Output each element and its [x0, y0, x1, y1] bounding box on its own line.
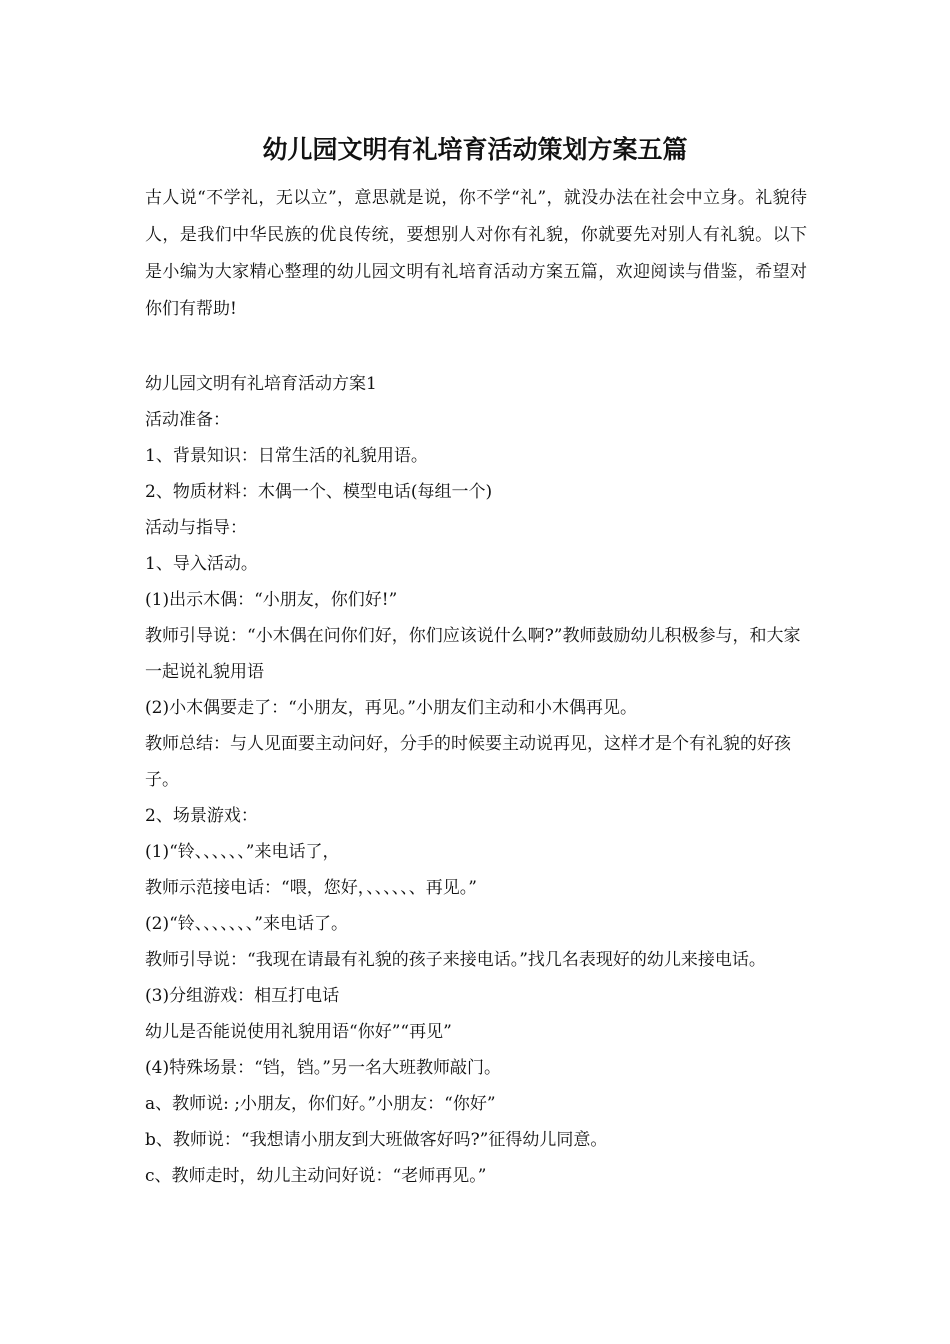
body-line: (4)特殊场景：“铛，铛。”另一名大班教师敲门。 [145, 1058, 501, 1078]
body-line: 幼儿是否能说使用礼貌用语“你好”“再见” [145, 1022, 452, 1042]
intro-paragraph: 古人说“不学礼，无以立”，意思就是说，你不学“礼”，就没办法在社会中立身。礼貌待人，是我们中华民族的优良传统，要想别人对你有礼貌，你就要先对别人有礼貌。以下是小编为大家精心整理的幼儿园文明有礼培育活动方案五篇，欢迎阅读与借鉴，希望对你们有帮助! [145, 188, 807, 319]
document-title: 幼儿园文明有礼培育活动策划方案五篇 [262, 135, 688, 164]
body-line: 教师总结：与人见面要主动问好，分手的时候要主动说再见，这样才是个有礼貌的好孩子。 [145, 734, 791, 790]
body-line: 教师引导说：“小木偶在问你们好，你们应该说什么啊?”教师鼓励幼儿积极参与，和大家一起说礼貌用语 [145, 626, 801, 682]
body-line: 1、导入活动。 [145, 554, 258, 574]
body-line: a、教师说: ;小朋友，你们好。”小朋友：“你好” [145, 1094, 496, 1114]
body-line: 1、背景知识：日常生活的礼貌用语。 [145, 446, 428, 466]
body-line: b、教师说：“我想请小朋友到大班做客好吗?”征得幼儿同意。 [145, 1130, 608, 1150]
body-line: (2)小木偶要走了：“小朋友，再见。”小朋友们主动和小木偶再见。 [145, 698, 637, 718]
body-line: (2)“铃、、、、、、、”来电话了。 [145, 914, 348, 934]
section-heading: 幼儿园文明有礼培育活动方案1 [145, 374, 377, 394]
body-line: (1)出示木偶：“小朋友，你们好!” [145, 590, 398, 610]
body-line: 2、场景游戏： [145, 806, 258, 826]
document-body [145, 366, 810, 1194]
body-line: 教师引导说：“我现在请最有礼貌的孩子来接电话。”找几名表现好的幼儿来接电话。 [145, 950, 766, 970]
body-line: c、教师走时，幼儿主动问好说：“老师再见。” [145, 1166, 487, 1186]
body-line: (1)“铃、、、、、、”来电话了， [145, 842, 340, 862]
body-line: 活动与指导： [145, 518, 247, 538]
body-line: (3)分组游戏：相互打电话 [145, 986, 340, 1006]
body-line: 活动准备： [145, 410, 230, 430]
body-line: 教师示范接电话：“喂，您好，、、、、、、再见。” [145, 878, 477, 898]
body-line: 2、物质材料：木偶一个、模型电话(每组一个) [145, 482, 493, 502]
